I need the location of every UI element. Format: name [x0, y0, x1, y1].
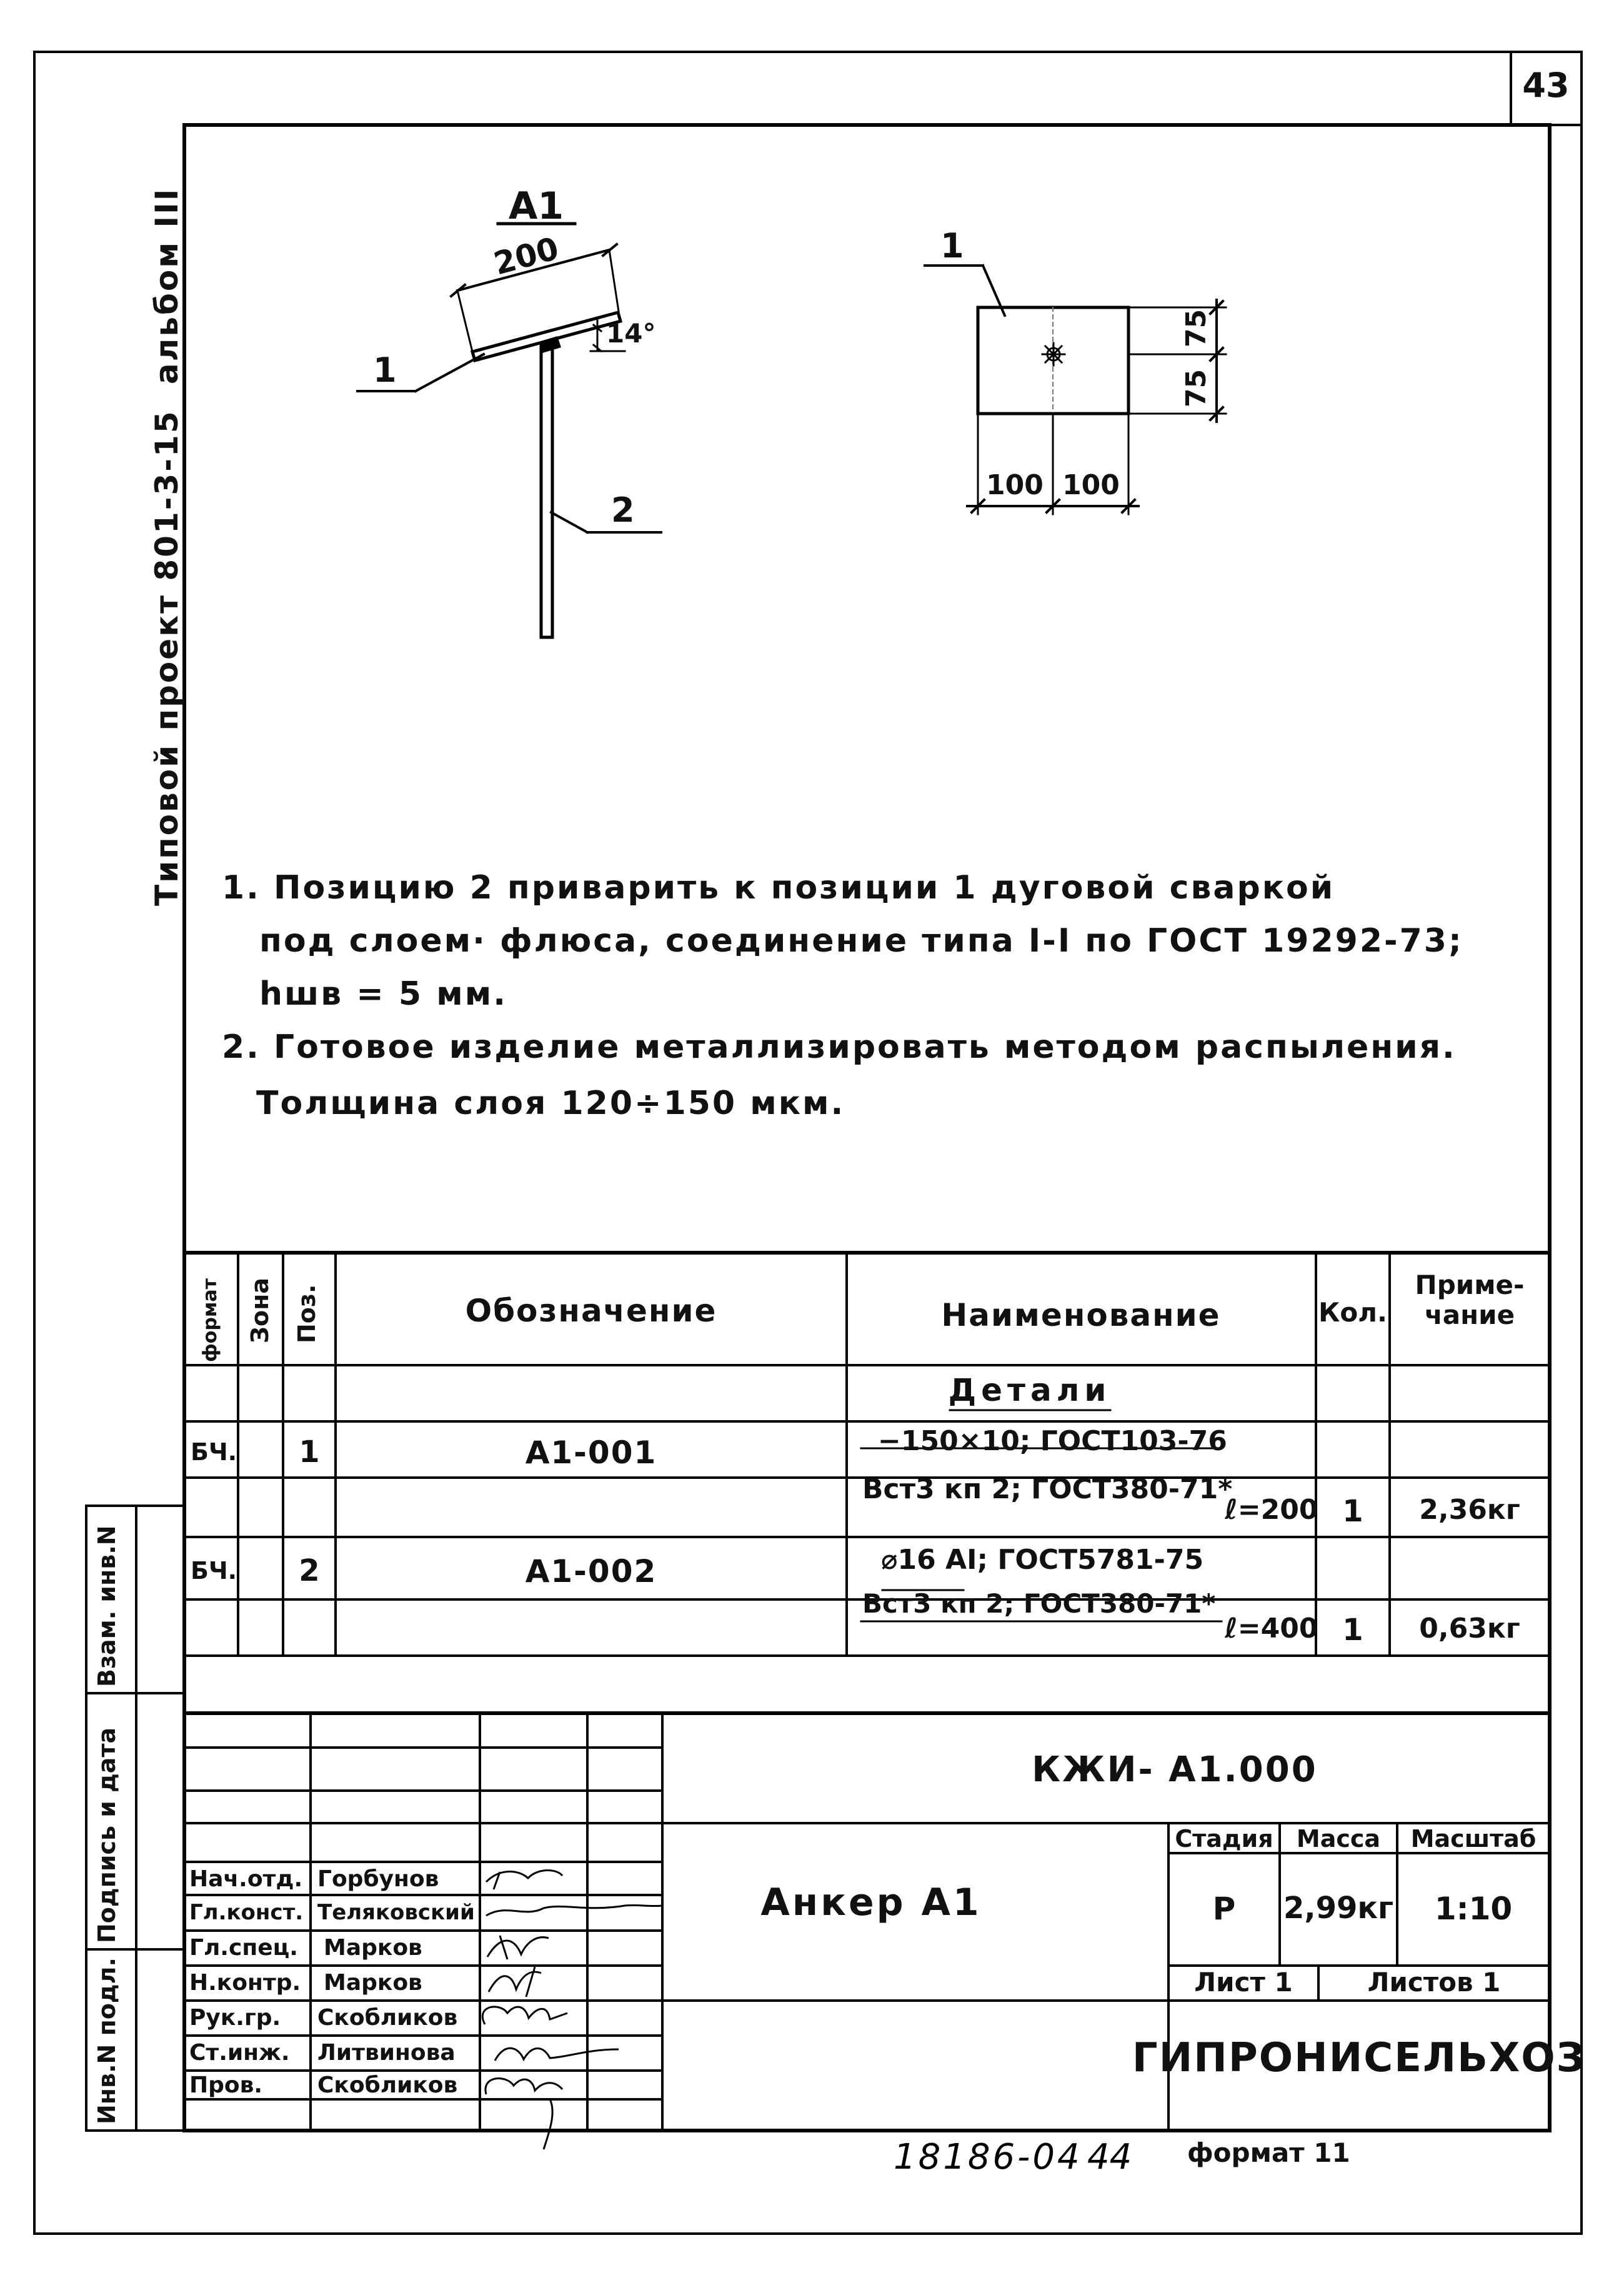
- cell-qty: 1: [1342, 1494, 1363, 1529]
- side-stamp-project: Типовой проект 801-3-15: [149, 409, 185, 906]
- stage-label: Стадия: [1175, 1825, 1273, 1853]
- cell-name-bottom: Вст3 кп 2; ГОСТ380-71*: [862, 1588, 1216, 1619]
- staff-role: Гл.спец.: [189, 1935, 298, 1961]
- header-pos: Поз.: [293, 1284, 321, 1343]
- staff-name: Литвинова: [317, 2040, 456, 2066]
- staff-name: Горбунов: [317, 1866, 439, 1892]
- header-format: формат: [199, 1278, 221, 1362]
- cell-format: БЧ.: [191, 1438, 237, 1466]
- staff-role: Гл.конст.: [189, 1900, 304, 1925]
- mass-value: 2,99кг: [1283, 1891, 1394, 1926]
- organization: ГИПРОНИСЕЛЬХОЗ: [1132, 2035, 1587, 2081]
- staff-role: Нач.отд.: [189, 1866, 303, 1892]
- section-title: А1: [508, 184, 564, 228]
- plan-callout: 1: [940, 226, 964, 266]
- dim-v-bottom: 75: [1180, 369, 1212, 407]
- cell-qty: 1: [1342, 1613, 1363, 1648]
- cell-note: 2,36кг: [1419, 1494, 1520, 1526]
- weld-symbol: [1042, 343, 1065, 366]
- scale-value: 1:10: [1434, 1891, 1513, 1927]
- note-line: Толщина слоя 120÷150 мкм.: [256, 1085, 845, 1122]
- angle-label: 14°: [606, 318, 656, 349]
- header-qty: Кол.: [1318, 1297, 1387, 1328]
- staff-role: Пров.: [189, 2072, 263, 2098]
- staff-name: Теляковский: [317, 1900, 475, 1925]
- cell-name-bottom: Вст3 кп 2; ГОСТ380-71*: [862, 1473, 1233, 1505]
- header-designation: Обозначение: [465, 1293, 717, 1329]
- staff-name: Марков: [324, 1970, 422, 1996]
- scale-label: Масштаб: [1410, 1825, 1537, 1853]
- staff-role: Рук.гр.: [189, 2005, 281, 2031]
- header-zone: Зона: [246, 1277, 274, 1343]
- dim-h-left: 100: [986, 469, 1044, 501]
- cell-designation: А1-002: [525, 1553, 657, 1589]
- staff-role: Ст.инж.: [189, 2040, 290, 2066]
- cell-pos: 1: [299, 1435, 320, 1470]
- footer-page: 44: [1087, 2137, 1132, 2177]
- header-note: Приме- чание: [1415, 1270, 1525, 1331]
- pos2-callout: 2: [611, 490, 635, 530]
- pos1-callout: 1: [373, 351, 397, 390]
- sheet-label: Лист 1: [1194, 1967, 1293, 1997]
- section-details: Детали: [948, 1372, 1112, 1408]
- document-code: КЖИ- А1.000: [1032, 1749, 1318, 1790]
- note-line: 2. Готовое изделие металлизировать методом распыления.: [222, 1028, 1457, 1066]
- cell-pos: 2: [299, 1553, 320, 1588]
- dim-v-top: 75: [1180, 309, 1212, 347]
- dim-h-right: 100: [1062, 469, 1120, 501]
- dim-length-label: 200: [490, 230, 563, 282]
- note-line: 1. Позицию 2 приварить к позиции 1 дуговой сваркой: [222, 869, 1335, 907]
- staff-name: Марков: [324, 1935, 422, 1961]
- footer-doc-number: 18186-04: [894, 2137, 1082, 2177]
- cell-note: 0,63кг: [1419, 1613, 1520, 1644]
- podpis-data-label: Подпись и дата: [93, 1727, 121, 1943]
- inv-podl-label: Инв.N подл.: [93, 1957, 121, 2124]
- header-name: Наименование: [941, 1297, 1221, 1333]
- note-line: под слоем· флюса, соединение типа I-I по ГОСТ 19292-73;: [259, 922, 1463, 960]
- sheet-number: 43: [1522, 66, 1570, 105]
- cell-name-top: −150×10; ГОСТ103-76: [878, 1425, 1227, 1457]
- cell-format: БЧ.: [191, 1557, 237, 1584]
- cell-designation: А1-001: [525, 1435, 657, 1471]
- signatures: [482, 1870, 662, 2149]
- cell-length: ℓ=200: [1225, 1494, 1318, 1526]
- sheets-label: Листов 1: [1367, 1967, 1501, 1997]
- cell-length: ℓ=400: [1225, 1613, 1318, 1644]
- footer-format: формат 11: [1187, 2137, 1350, 2168]
- cell-name-top: ⌀16 АI; ГОСТ5781-75: [881, 1544, 1204, 1576]
- staff-name: Скобликов: [317, 2072, 458, 2098]
- item-name: Анкер А1: [760, 1881, 982, 1924]
- staff-name: Скобликов: [317, 2005, 458, 2031]
- mass-label: Масса: [1296, 1825, 1381, 1853]
- stage-value: Р: [1212, 1891, 1236, 1927]
- anchor-bar: [541, 345, 552, 637]
- staff-role: Н.контр.: [189, 1970, 301, 1996]
- side-stamp-album: альбом III: [149, 187, 185, 384]
- vzam-inv-label: Взам. инв.N: [93, 1525, 121, 1687]
- note-line: hшв = 5 мм.: [259, 975, 507, 1013]
